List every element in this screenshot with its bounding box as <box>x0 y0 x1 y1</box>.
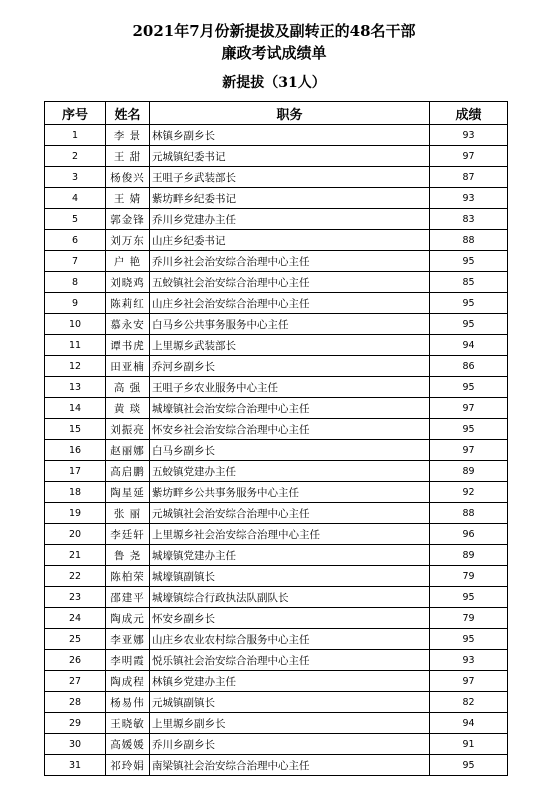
table-row <box>45 293 508 314</box>
row-position: 乔川乡社会治安综合治理中心主任 <box>150 251 430 272</box>
table-row <box>45 209 508 230</box>
row-position: 五蛟镇社会治安综合治理中心主任 <box>150 272 430 293</box>
row-position: 城壕镇社会治安综合治理中心主任 <box>150 398 430 419</box>
row-name: 王 甜 <box>106 146 150 167</box>
row-position: 王咀子乡农业服务中心主任 <box>150 377 430 398</box>
row-index: 28 <box>45 692 106 713</box>
row-score: 94 <box>430 713 508 734</box>
row-position: 上里塬乡社会治安综合治理中心主任 <box>150 524 430 545</box>
table-row <box>45 503 508 524</box>
row-score: 93 <box>430 188 508 209</box>
row-position: 林镇乡党建办主任 <box>150 671 430 692</box>
row-position: 元城镇副镇长 <box>150 692 430 713</box>
row-position: 白马乡公共事务服务中心主任 <box>150 314 430 335</box>
table-row <box>45 482 508 503</box>
row-position: 南梁镇社会治安综合治理中心主任 <box>150 755 430 776</box>
row-index: 30 <box>45 734 106 755</box>
row-index: 11 <box>45 335 106 356</box>
row-score: 92 <box>430 482 508 503</box>
row-name: 高媛媛 <box>106 734 150 755</box>
row-score: 97 <box>430 440 508 461</box>
row-name: 李明霞 <box>106 650 150 671</box>
row-name: 张 丽 <box>106 503 150 524</box>
row-score: 88 <box>430 503 508 524</box>
table-row <box>45 461 508 482</box>
table-row <box>45 608 508 629</box>
row-index: 25 <box>45 629 106 650</box>
row-name: 刘振亮 <box>106 419 150 440</box>
header-index: 序号 <box>45 102 106 125</box>
row-name: 田亚楠 <box>106 356 150 377</box>
row-name: 杨易伟 <box>106 692 150 713</box>
row-position: 山庄乡社会治安综合治理中心主任 <box>150 293 430 314</box>
row-name: 祁玲娟 <box>106 755 150 776</box>
row-position: 悦乐镇社会治安综合治理中心主任 <box>150 650 430 671</box>
table-row <box>45 587 508 608</box>
table-row <box>45 167 508 188</box>
row-name: 杨俊兴 <box>106 167 150 188</box>
row-position: 城壕镇党建办主任 <box>150 545 430 566</box>
row-index: 7 <box>45 251 106 272</box>
row-name: 郭金锋 <box>106 209 150 230</box>
row-name: 刘万东 <box>106 230 150 251</box>
table-header-row <box>45 102 508 125</box>
row-score: 79 <box>430 608 508 629</box>
row-index: 5 <box>45 209 106 230</box>
table-row <box>45 755 508 776</box>
row-name: 李亚娜 <box>106 629 150 650</box>
row-name: 李廷轩 <box>106 524 150 545</box>
row-score: 95 <box>430 587 508 608</box>
table-row <box>45 713 508 734</box>
table-row <box>45 440 508 461</box>
row-index: 29 <box>45 713 106 734</box>
row-position: 乔河乡副乡长 <box>150 356 430 377</box>
table-row <box>45 566 508 587</box>
document-title-line2: 廉政考试成绩单 <box>221 44 327 62</box>
header-position: 职务 <box>150 102 430 125</box>
row-index: 6 <box>45 230 106 251</box>
row-name: 高启鹏 <box>106 461 150 482</box>
table-row <box>45 335 508 356</box>
row-position: 山庄乡纪委书记 <box>150 230 430 251</box>
table-row <box>45 125 508 146</box>
table-row <box>45 545 508 566</box>
row-index: 16 <box>45 440 106 461</box>
row-position: 林镇乡副乡长 <box>150 125 430 146</box>
row-position: 王咀子乡武装部长 <box>150 167 430 188</box>
table-row <box>45 377 508 398</box>
row-index: 21 <box>45 545 106 566</box>
row-score: 95 <box>430 419 508 440</box>
row-name: 黄 琰 <box>106 398 150 419</box>
table-row <box>45 272 508 293</box>
row-index: 13 <box>45 377 106 398</box>
row-score: 94 <box>430 335 508 356</box>
table-row <box>45 251 508 272</box>
row-score: 89 <box>430 461 508 482</box>
row-index: 1 <box>45 125 106 146</box>
row-index: 23 <box>45 587 106 608</box>
row-name: 王晓敏 <box>106 713 150 734</box>
row-position: 怀安乡社会治安综合治理中心主任 <box>150 419 430 440</box>
section-subtitle: 新提拔（31人） <box>222 75 326 91</box>
score-table <box>44 101 508 776</box>
table-row <box>45 734 508 755</box>
row-score: 91 <box>430 734 508 755</box>
row-score: 95 <box>430 314 508 335</box>
row-score: 96 <box>430 524 508 545</box>
row-position: 上里塬乡武装部长 <box>150 335 430 356</box>
row-name: 谭书虎 <box>106 335 150 356</box>
row-index: 27 <box>45 671 106 692</box>
row-position: 白马乡副乡长 <box>150 440 430 461</box>
table-row <box>45 419 508 440</box>
row-name: 户 艳 <box>106 251 150 272</box>
row-score: 95 <box>430 629 508 650</box>
row-index: 3 <box>45 167 106 188</box>
header-name: 姓名 <box>106 102 150 125</box>
row-name: 陶成程 <box>106 671 150 692</box>
table-row <box>45 629 508 650</box>
row-score: 95 <box>430 251 508 272</box>
row-score: 95 <box>430 293 508 314</box>
row-position: 怀安乡副乡长 <box>150 608 430 629</box>
row-score: 86 <box>430 356 508 377</box>
row-index: 9 <box>45 293 106 314</box>
row-score: 89 <box>430 545 508 566</box>
row-index: 4 <box>45 188 106 209</box>
header-score: 成绩 <box>430 102 508 125</box>
table-row <box>45 188 508 209</box>
row-position: 元城镇纪委书记 <box>150 146 430 167</box>
table-row <box>45 230 508 251</box>
row-position: 山庄乡农业农村综合服务中心主任 <box>150 629 430 650</box>
row-position: 乔川乡副乡长 <box>150 734 430 755</box>
row-index: 26 <box>45 650 106 671</box>
row-name: 慕永安 <box>106 314 150 335</box>
row-index: 31 <box>45 755 106 776</box>
row-name: 王 婧 <box>106 188 150 209</box>
row-position: 城壕镇副镇长 <box>150 566 430 587</box>
row-score: 97 <box>430 398 508 419</box>
row-name: 陈莉红 <box>106 293 150 314</box>
table-row <box>45 524 508 545</box>
row-position: 乔川乡党建办主任 <box>150 209 430 230</box>
table-row <box>45 146 508 167</box>
table-body <box>45 125 508 776</box>
table-row <box>45 356 508 377</box>
row-index: 14 <box>45 398 106 419</box>
row-name: 李 景 <box>106 125 150 146</box>
row-score: 88 <box>430 230 508 251</box>
row-position: 元城镇社会治安综合治理中心主任 <box>150 503 430 524</box>
document-title: 2021年7月份新提拔及副转正的48名干部 <box>132 22 416 40</box>
row-name: 赵丽娜 <box>106 440 150 461</box>
row-index: 18 <box>45 482 106 503</box>
row-score: 93 <box>430 125 508 146</box>
row-name: 陶星延 <box>106 482 150 503</box>
row-score: 97 <box>430 146 508 167</box>
row-index: 2 <box>45 146 106 167</box>
row-index: 19 <box>45 503 106 524</box>
row-index: 12 <box>45 356 106 377</box>
row-score: 95 <box>430 755 508 776</box>
row-index: 24 <box>45 608 106 629</box>
row-name: 陶成元 <box>106 608 150 629</box>
row-position: 五蛟镇党建办主任 <box>150 461 430 482</box>
row-index: 10 <box>45 314 106 335</box>
row-name: 高 强 <box>106 377 150 398</box>
row-index: 15 <box>45 419 106 440</box>
row-name: 刘晓鸡 <box>106 272 150 293</box>
row-index: 8 <box>45 272 106 293</box>
row-position: 上里塬乡副乡长 <box>150 713 430 734</box>
row-score: 87 <box>430 167 508 188</box>
row-name: 鲁 尧 <box>106 545 150 566</box>
table-row <box>45 650 508 671</box>
table-row <box>45 692 508 713</box>
table-row <box>45 671 508 692</box>
row-name: 邵建平 <box>106 587 150 608</box>
row-index: 17 <box>45 461 106 482</box>
row-score: 85 <box>430 272 508 293</box>
row-score: 95 <box>430 377 508 398</box>
row-score: 82 <box>430 692 508 713</box>
row-score: 83 <box>430 209 508 230</box>
table-row <box>45 314 508 335</box>
row-position: 紫坊畔乡纪委书记 <box>150 188 430 209</box>
row-position: 城壕镇综合行政执法队副队长 <box>150 587 430 608</box>
row-index: 22 <box>45 566 106 587</box>
row-index: 20 <box>45 524 106 545</box>
row-score: 79 <box>430 566 508 587</box>
row-score: 93 <box>430 650 508 671</box>
row-position: 紫坊畔乡公共事务服务中心主任 <box>150 482 430 503</box>
row-score: 97 <box>430 671 508 692</box>
row-name: 陈柏荣 <box>106 566 150 587</box>
table-row <box>45 398 508 419</box>
